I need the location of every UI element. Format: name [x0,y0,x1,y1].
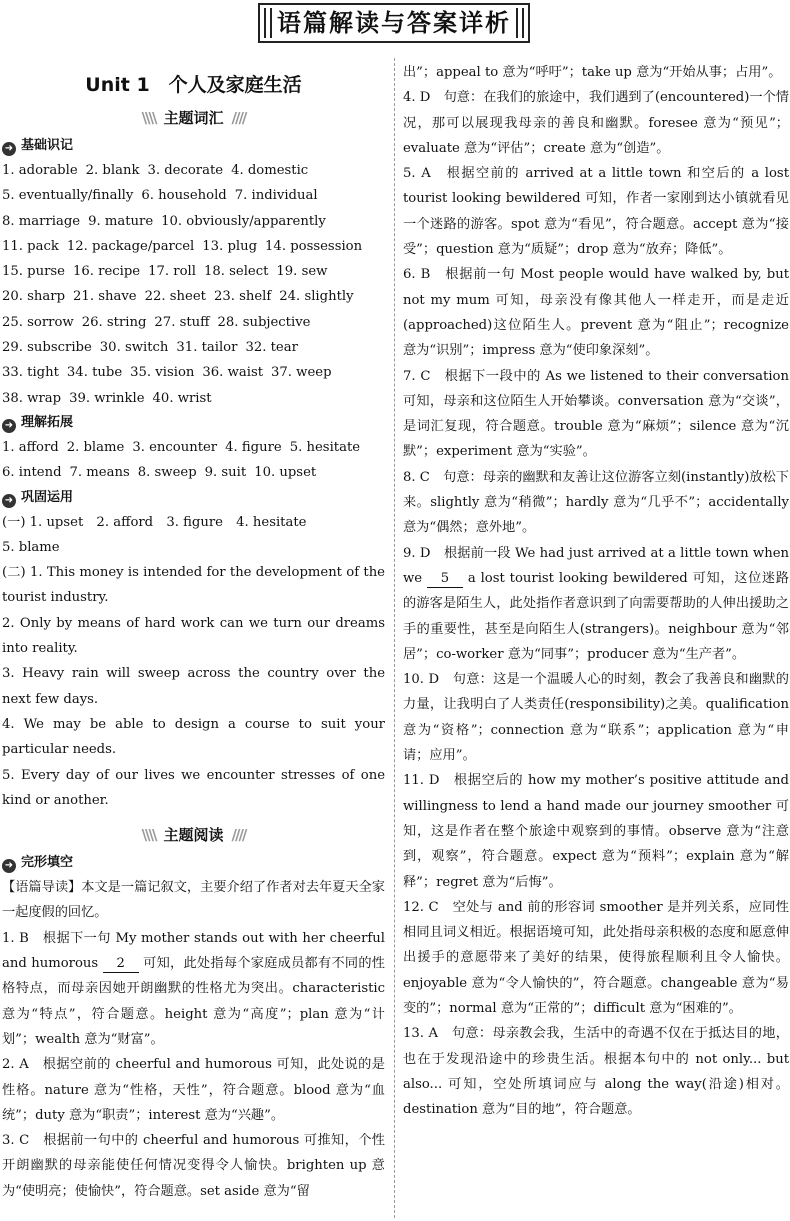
vocab-row [2,460,385,485]
decor-slashes-icon: //// [231,826,246,845]
unit-title: Unit 1 个人及家庭生活 [85,74,302,96]
vocab-item: 2. blank [85,163,140,178]
decor-slashes-icon: \\\\ [141,826,156,845]
answer-text: 6. B 根据前一句 Most people would have walked by, but not my mum 可知，母亲没有像其他人一样走开，而是走近(approached)这位陌生人。prevent 意为“阻止”；recognize 意为“识别”；impress 意为“使印象深刻”。 [403,267,789,359]
answers-right-list [403,60,789,1122]
answer-text: 4. D 句意：在我们的旅途中，我们遇到了(encountered)一个情况，那可以展现我母亲的善良和幽默。foresee 意为“预见”；evaluate 意为“评估”；create 意为“创造”。 [403,90,789,156]
answer-item [403,667,789,768]
answer-item [403,161,789,262]
vocab-item: 17. roll [148,264,196,280]
vocab-item: 26. string [81,314,147,330]
vocab-item: 3. encounter [132,439,218,455]
understand-vocab-list [2,435,385,486]
sentence-2: 2. Only by means of hard work can we turn our dreams into reality. [2,615,385,657]
page-banner: 语篇解读与答案详析 [258,3,530,43]
answer-text: 13. A 句意：母亲教会我，生活中的奇遇不仅在于抵达目的地，也在于发现沿途中的珍贵生活。根据本句中的 not only... but also... 可知，空处所填词应与 along the way(沿途)相对。destination 意为“目的地”，符合题意。 [403,1026,789,1118]
vocab-item: 4. domestic [231,163,309,178]
decor-slashes-icon: //// [231,109,246,127]
answer-text: 出”；appeal to 意为“呼吁”；take up 意为“开始从事；占用”。 [403,65,782,80]
vocab-item: 8. sweep [137,465,197,481]
vocab-row [2,360,385,385]
right-column [403,60,789,1122]
answer-item [403,768,789,894]
vocab-item: 13. plug [202,238,258,254]
vocab-item: 15. purse [2,264,65,280]
vocab-item: 24. slightly [279,289,354,305]
vocab-item: 20. sharp [2,289,66,305]
consolidate-part1: (一) 1. upset 2. afford 3. figure 4. hesitate [2,514,307,530]
answer-item [2,926,385,1052]
vocab-item: 9. suit [204,465,247,481]
blank-number: 5 [427,571,463,588]
answer-item [403,364,789,465]
vocab-item: 14. possession [265,238,363,254]
vocab-item: 6. household [141,188,227,204]
blank-number: 2 [103,956,139,973]
answer-item [403,1021,789,1122]
answer-text: 9. D 根据前一段 We had just arrived at a little town when we [403,545,789,586]
vocab-item: 38. wrap [2,390,62,406]
answer-text: 7. C 根据下一段中的 As we listened to their conversation 可知，母亲和这位陌生人开始攀谈。conversation 意为“交谈”，是词汇复现，符合题意。trouble 意为“麻烦”；silence 意为“沉默”；experiment 意为“实验”。 [403,368,789,460]
answer-item [403,85,789,161]
vocab-item: 33. tight [2,365,59,381]
vocab-row [2,158,385,183]
arrow-icon: ➜ [2,142,16,156]
answer-text: a lost tourist looking bewildered 可知，这位迷路的游客是陌生人，此处指作者意识到了向需要帮助的人伸出援助之手的重要性，甚至是向陌生人(strangers)。neighbour 意为“邻居”；co-worker 意为“同事”；producer 意为“生产者”。 [403,570,789,662]
vocab-item: 16. recipe [72,264,141,280]
vocab-item: 3. decorate [147,163,224,178]
consolidate-part1-cont: 5. blame [2,539,60,555]
arrow-icon: ➜ [2,419,16,433]
vocab-row [2,209,385,234]
vocab-item: 35. vision [130,365,195,381]
vocab-item: 10. obviously/apparently [161,213,326,229]
vocab-item: 5. hesitate [289,439,361,455]
vocab-item: 7. individual [234,188,318,204]
vocab-item: 37. weep [271,365,332,381]
vocab-row [2,435,385,460]
vocab-item: 27. stuff [154,314,210,330]
vocab-item: 12. package/parcel [66,238,195,254]
vocab-item: 19. sew [276,264,328,280]
vocab-item: 34. tube [66,365,123,381]
vocab-section-heading: \\\\ 主题词汇 //// [2,106,385,130]
answer-item [403,895,789,1021]
vocab-item: 18. select [203,264,269,280]
vocab-item: 9. mature [88,213,154,229]
answer-text: 2. A 根据空前的 cheerful and humorous 可知，此处说的是性格。nature 意为“性格，天性”，符合题意。blood 意为“血统”；duty 意为“职责”；interest 意为“兴趣”。 [2,1057,385,1123]
subheading-consolidate: ➜ 巩固运用 [2,486,385,510]
answer-item [403,60,789,85]
answer-item [2,1128,385,1204]
vocab-item: 7. means [69,465,130,481]
column-divider [394,58,395,1218]
answer-text: 1. B 根据下一句 My mother stands out with her cheerful and humorous [2,930,385,972]
answer-text: 12. C 空处与 and 前的形容词 smoother 是并列关系，应同性相同且词义相近。根据语境可知，此处指母亲积极的态度和愿意伸出援手的意愿带来了美好的结果，使得旅程顺利且令人愉快。enjoyable 意为“令人愉快的”，符合题意。changeable 意为“易变的”；normal 意为“正常的”；difficult 意为“困难的”。 [403,899,789,1016]
vocab-item: 32. tear [245,340,298,356]
subheading-cloze: ➜ 完形填空 [2,851,385,875]
vocab-row [2,386,385,411]
reading-section-heading: \\\\ 主题阅读 //// [2,823,385,847]
vocab-item: 29. subscribe [2,340,92,356]
subheading-basic: ➜ 基础识记 [2,134,385,158]
vocab-row [2,284,385,309]
vocab-item: 22. sheet [144,289,206,305]
vocab-item: 10. upset [254,465,317,481]
answer-item [403,465,789,541]
answer-item [403,541,789,667]
vocab-item: 31. tailor [176,340,238,356]
answer-text: 可知，此处指每个家庭成员都有不同的性格特点，而母亲因她开朗幽默的性格尤为突出。characteristic 意为“特点”，符合题意。height 意为“高度”；plan 意为“计划”；wealth 意为“财富”。 [2,956,385,1047]
vocab-item: 25. sorrow [2,314,74,330]
vocab-item: 21. shave [73,289,137,305]
vocab-item: 28. subjective [217,314,311,330]
vocab-item: 5. eventually/finally [2,188,134,204]
answer-text: 11. D 根据空后的 how my mother’s positive attitude and willingness to lend a hand made our journey smoother 可知，这是作者在整个旅途中观察到的事情。observe 意为“注意到，观察”，符合题意。expect 意为“预料”；explain 意为“解释”；regret 意为“后悔”。 [403,773,789,890]
answer-text: 5. A 根据空前的 arrived at a little town 和空后的 a lost tourist looking bewildered 可知，作者一家刚到达小镇就看见一个迷路的游客。spot 意为“看见”，符合题意。accept 意为“接受”；question 意为“质疑”；drop 意为“放弃；降低”。 [403,166,789,258]
basic-vocab-list [2,158,385,411]
vocab-item: 6. intend [2,465,62,481]
decor-slashes-icon: \\\\ [141,109,156,127]
passage-intro: 【语篇导读】本文是一篇记叙文，主要介绍了作者对去年夏天全家一起度假的回忆。 [2,880,385,921]
left-column [2,60,385,1204]
answer-item [2,1052,385,1128]
vocab-item: 2. blame [66,439,125,455]
answers-left-list [2,926,385,1204]
vocab-item: 11. pack [2,238,59,254]
vocab-row [2,259,385,284]
sentence-1: (二) 1. This money is intended for the development of the tourist industry. [2,565,385,606]
subheading-understand: ➜ 理解拓展 [2,411,385,435]
vocab-item: 36. waist [202,365,264,381]
vocab-row [2,310,385,335]
vocab-item: 4. figure [225,439,282,455]
arrow-icon: ➜ [2,859,16,873]
vocab-row [2,183,385,208]
vocab-item: 23. shelf [213,289,272,305]
arrow-icon: ➜ [2,494,16,508]
answer-item [403,262,789,363]
sentence-5: 5. Every day of our lives we encounter stresses of one kind or another. [2,767,385,808]
answer-text: 3. C 根据前一句中的 cheerful and humorous 可推知，个性开朗幽默的母亲能使任何情况变得令人愉快。brighten up 意为“使明亮；使愉快”，符合题意。set aside 意为“留 [2,1133,385,1199]
vocab-item: 1. afford [2,439,59,455]
vocab-row [2,335,385,360]
sentence-3: 3. Heavy rain will sweep across the country over the next few days. [2,666,385,707]
answer-text: 10. D 句意：这是一个温暖人心的时刻，教会了我善良和幽默的力量，让我明白了人类责任(responsibility)之美。qualification 意为“资格”；connection 意为“联系”；application 意为“申请；应用”。 [403,672,789,764]
vocab-item: 40. wrist [152,390,212,406]
vocab-item: 8. marriage [2,213,81,229]
vocab-row [2,234,385,259]
sentence-4: 4. We may be able to design a course to suit your particular needs. [2,716,385,758]
vocab-item: 39. wrinkle [69,390,145,406]
vocab-item: 1. adorable [2,163,78,178]
answer-text: 8. C 句意：母亲的幽默和友善让这位游客立刻(instantly)放松下来。slightly 意为“稍微”；hardly 意为“几乎不”；accidentally 意为“偶然；意外地”。 [403,469,789,536]
vocab-item: 30. switch [99,340,169,356]
